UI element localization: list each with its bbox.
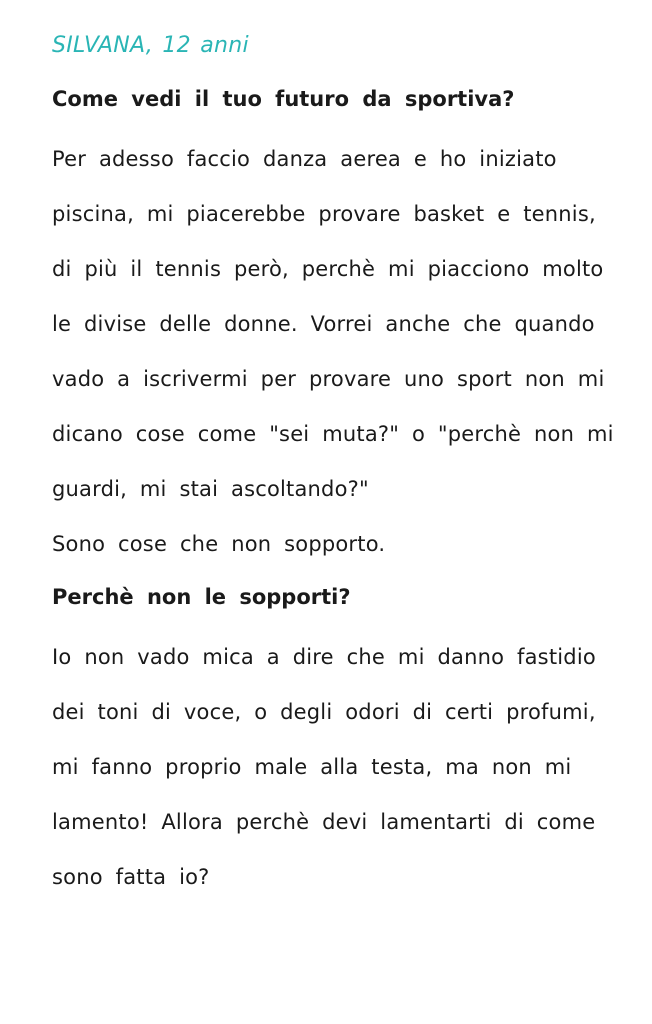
interview-page	[52, 30, 622, 905]
answer-cannot-stand: Sono cose che non sopporto.	[52, 532, 386, 556]
question-why-cannot-stand: Perchè non le sopporti?	[52, 585, 351, 609]
answer-future-sport: Per adesso faccio danza aerea e ho iniziato piscina, mi piacerebbe provare basket e tennis, di più il tennis però, perchè mi piacciono molto le divise delle donne. Vorrei anche che quando vado a iscrivermi per provare uno sport non mi dicano cose come "sei muta?" o "perchè non mi guardi, mi stai ascoltando?"	[52, 147, 614, 501]
question-future-sport: Come vedi il tuo futuro da sportiva?	[52, 87, 515, 111]
interviewee-name: SILVANA, 12 anni	[52, 33, 249, 58]
answer-why-cannot-stand: Io non vado mica a dire che mi danno fastidio dei toni di voce, o degli odori di certi profumi, mi fanno proprio male alla testa, ma non mi lamento! Allora perchè devi lamentarti di come sono fatta io?	[52, 645, 596, 889]
